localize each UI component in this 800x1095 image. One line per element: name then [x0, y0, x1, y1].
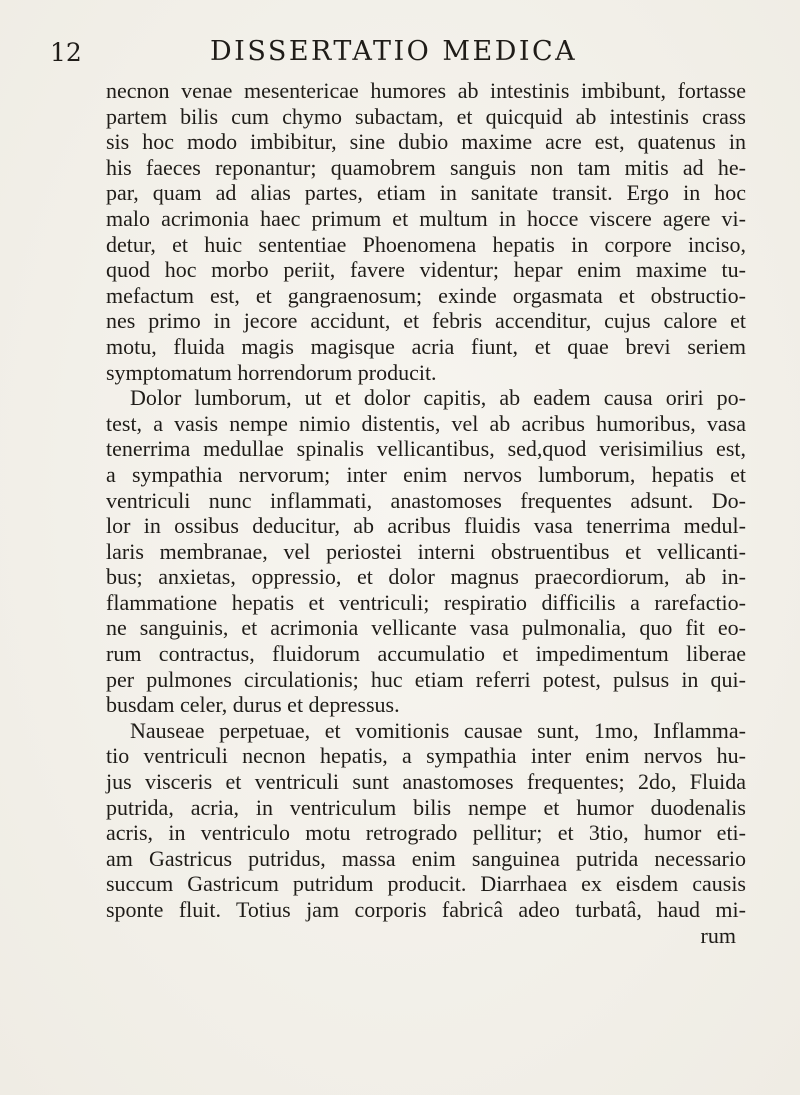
text-line: bus; anxietas, oppressio, et dolor magnus praecordiorum, ab in- [106, 564, 746, 590]
text-line: Dolor lumborum, ut et dolor capitis, ab eadem causa oriri po- [130, 385, 746, 411]
text-line: Nauseae perpetuae, et vomitionis causae sunt, 1mo, Inflamma- [130, 717, 746, 743]
text-line: symptomatum horrendorum producit. [106, 359, 437, 385]
text-line: jus visceris et ventriculi sunt anastomoses frequentes; 2do, Fluida [106, 769, 746, 795]
text-line: par, quam ad alias partes, etiam in sanitate transit. Ergo in hoc [106, 180, 746, 206]
text-line: necnon venae mesentericae humores ab intestinis imbibunt, fortasse [106, 78, 746, 103]
text-line: putrida, acria, in ventriculum bilis nempe et humor duodenalis [106, 794, 746, 820]
text-line: per pulmones circulationis; huc etiam referri potest, pulsus in qui- [106, 666, 746, 692]
body-text [106, 78, 746, 948]
text-line: ne sanguinis, et acrimonia vellicante vasa pulmonalia, quo fit eo- [106, 615, 746, 641]
text-line: rum contractus, fluidorum accumulatio et impedimentum liberae [106, 641, 746, 667]
text-line: malo acrimonia haec primum et multum in hocce viscere agere vi- [106, 205, 746, 231]
text-line: laris membranae, vel periostei interni obstruentibus et vellicanti- [106, 538, 746, 564]
text-line: tio ventriculi necnon hepatis, a sympathia inter enim nervos hu- [106, 743, 746, 769]
text-line: test, a vasis nempe nimio distentis, vel ab acribus humoribus, vasa [106, 410, 746, 436]
text-line: detur, et huic sententiae Phoenomena hepatis in corpore inciso, [106, 231, 746, 257]
text-line: sis hoc modo imbibitur, sine dubio maxime acre est, quatenus in [106, 129, 746, 155]
text-line: quod hoc morbo periit, favere videntur; hepar enim maxime tu- [106, 257, 746, 283]
text-line: partem bilis cum chymo subactam, et quicquid ab intestinis crass [106, 103, 746, 129]
text-line: a sympathia nervorum; inter enim nervos lumborum, hepatis et [106, 461, 746, 487]
text-line: his faeces reponantur; quamobrem sanguis non tam mitis ad he- [106, 154, 746, 180]
text-line: succum Gastricum putridum producit. Diarrhaea ex eisdem causis [106, 871, 746, 897]
text-line: motu, fluida magis magisque acria fiunt, et quae brevi seriem [106, 333, 746, 359]
running-head: DISSERTATIO MEDICA [210, 36, 578, 67]
text-line: flammatione hepatis et ventriculi; respiratio difficilis a rarefactio- [106, 589, 746, 615]
text-line: nes primo in jecore accidunt, et febris accenditur, cujus calore et [106, 308, 746, 334]
text-line: tenerrima medullae spinalis vellicantibus, sed,quod verisimilius est, [106, 436, 746, 462]
page-number: 12 [50, 38, 82, 67]
text-line: mefactum est, et gangraenosum; exinde orgasmata et obstructio- [106, 282, 746, 308]
text-line: sponte fluit. Totius jam corporis fabricâ adeo turbatâ, haud mi- [106, 897, 746, 922]
text-line: am Gastricus putridus, massa enim sanguinea putrida necessario [106, 845, 746, 871]
text-line: acris, in ventriculo motu retrogrado pellitur; et 3tio, humor eti- [106, 820, 746, 846]
catchword: rum [700, 922, 736, 948]
text-line: busdam celer, durus et depressus. [106, 692, 400, 718]
text-line: lor in ossibus deducitur, ab acribus fluidis vasa tenerrima medul- [106, 513, 746, 539]
text-line: ventriculi nunc inflammati, anastomoses frequentes adsunt. Do- [106, 487, 746, 513]
page-header [50, 36, 750, 76]
